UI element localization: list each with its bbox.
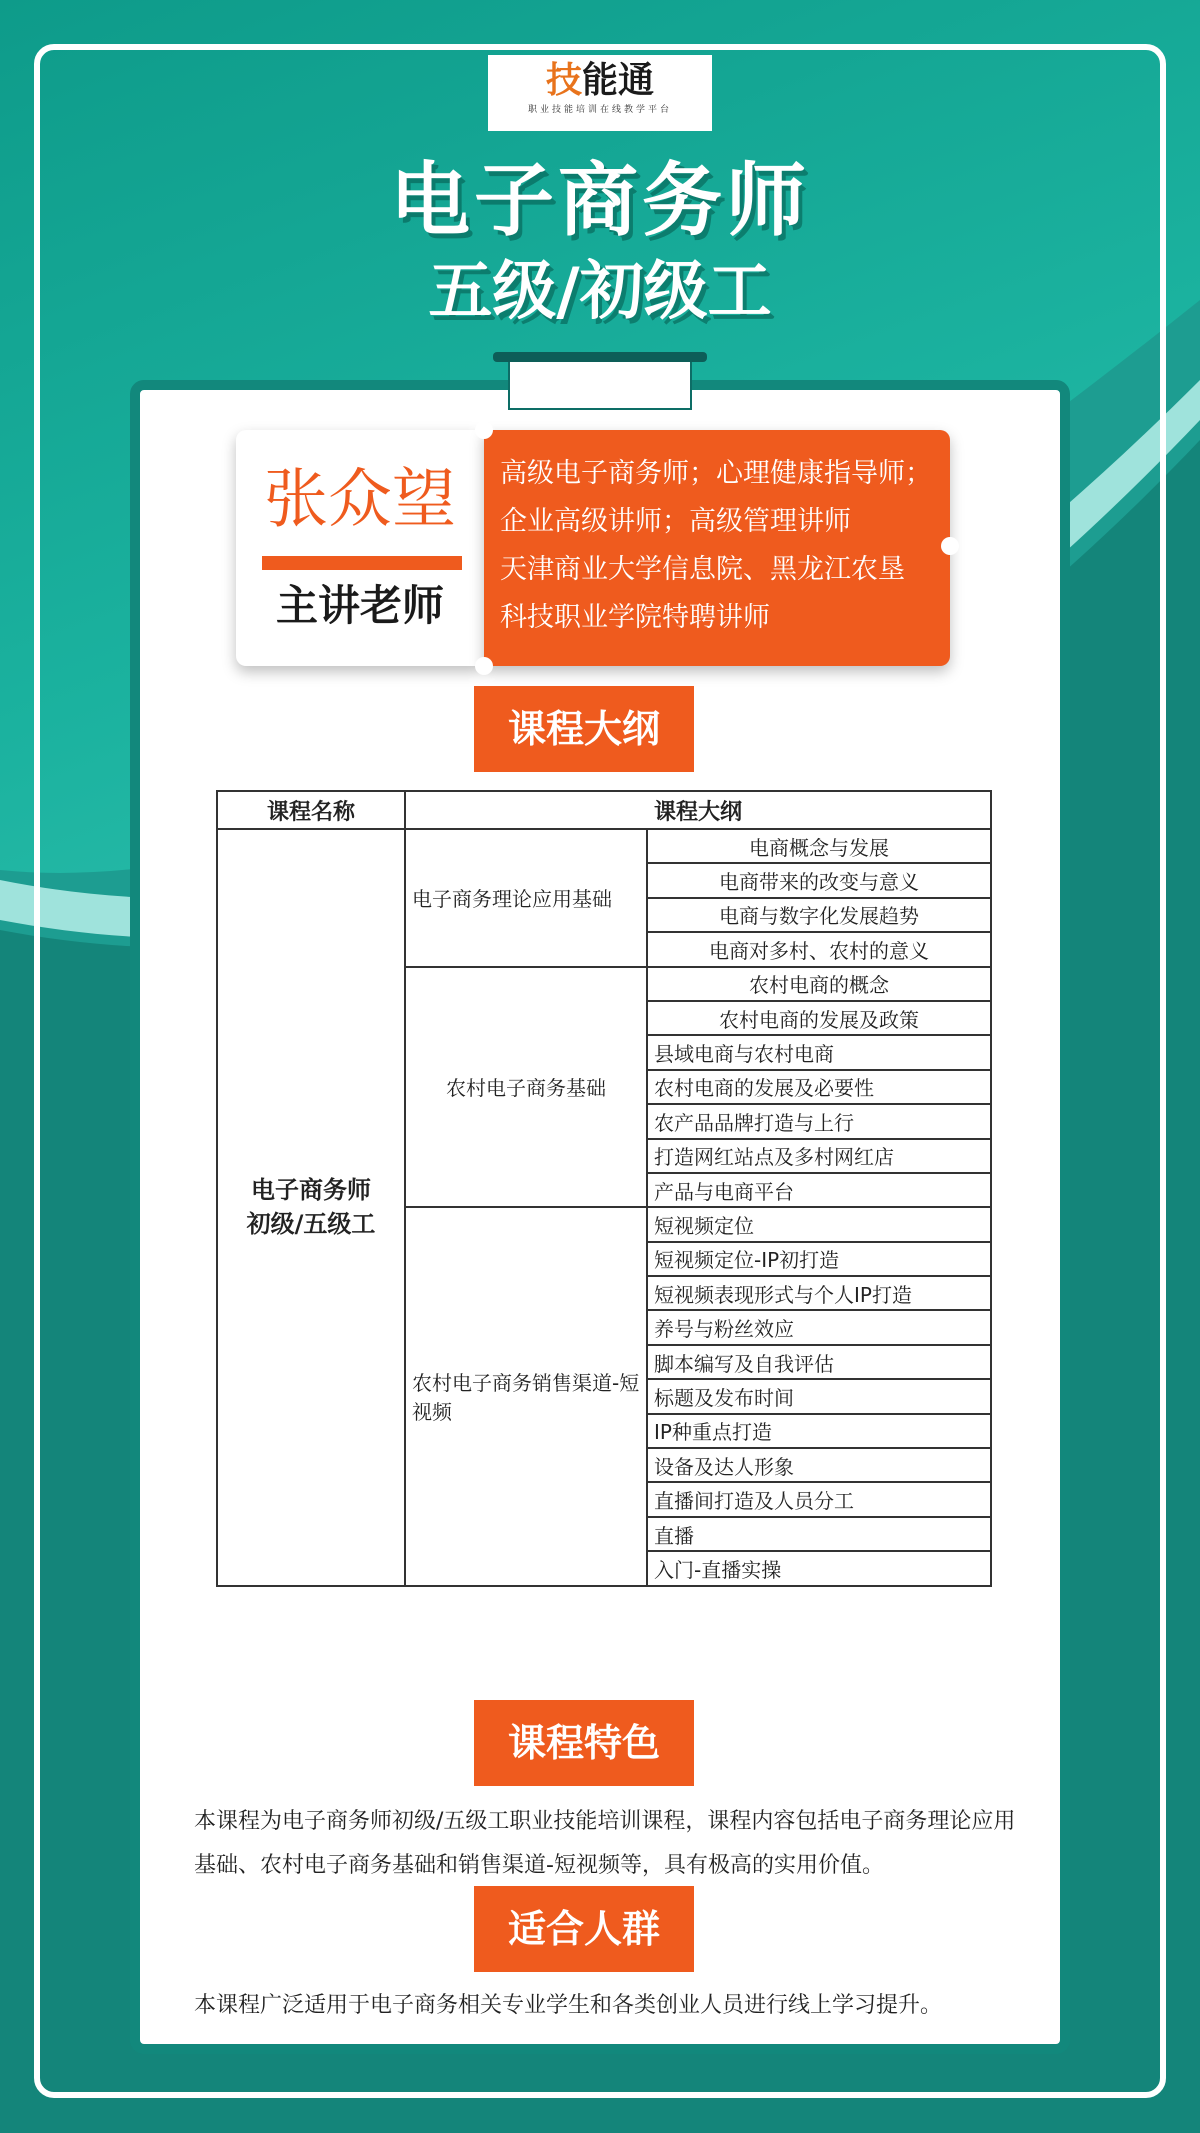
bio-line: 企业高级讲师；高级管理讲师 xyxy=(500,506,851,537)
outline-item: 标题及发布时间 xyxy=(647,1379,991,1413)
outline-item: 县域电商与农村电商 xyxy=(647,1035,991,1069)
teacher-role: 主讲老师 xyxy=(275,581,444,630)
outline-item: 农村电商的发展及必要性 xyxy=(647,1070,991,1104)
audience-description: 本课程广泛适用于电子商务相关专业学生和各类创业人员进行线上学习提升。 xyxy=(194,1993,943,2018)
outline-item: 短视频定位-IP初打造 xyxy=(647,1242,991,1276)
outline-item: IP种重点打造 xyxy=(647,1414,991,1448)
table-row xyxy=(217,829,991,863)
brand-logo[interactable] xyxy=(488,55,712,131)
course-outline-table xyxy=(216,790,992,1587)
module-title: 农村电子商务销售渠道-短视频 xyxy=(405,1207,647,1585)
outline-item: 直播间打造及人员分工 xyxy=(647,1482,991,1516)
course-name-line: 初级/五级工 xyxy=(246,1210,376,1239)
table-header-course-name: 课程名称 xyxy=(217,791,405,829)
outline-item: 农村电商的发展及政策 xyxy=(647,1001,991,1035)
section-features-label: 课程特色 xyxy=(474,1700,694,1786)
teacher-name: 张众望 xyxy=(264,463,456,537)
outline-item: 脚本编写及自我评估 xyxy=(647,1345,991,1379)
ticket-notch-right xyxy=(941,537,959,555)
outline-item: 养号与粉丝效应 xyxy=(647,1310,991,1344)
logo-wordmark: 技能通 xyxy=(545,60,655,101)
outline-item: 直播 xyxy=(647,1517,991,1551)
module-title: 电子商务理论应用基础 xyxy=(405,829,647,967)
outline-item: 电商与数字化发展趋势 xyxy=(647,898,991,932)
course-name-line: 电子商务师 xyxy=(251,1176,371,1205)
section-audience-label: 适合人群 xyxy=(474,1886,694,1972)
bio-line: 天津商业大学信息院、黑龙江农垦 xyxy=(500,554,905,585)
features-description: 本课程为电子商务师初级/五级工职业技能培训课程，课程内容包括电子商务理论应用基础、农村电子商务基础和销售渠道-短视频等，具有极高的实用价值。 xyxy=(194,1809,1016,1878)
bio-line: 科技职业学院特聘讲师 xyxy=(500,602,770,633)
page-title: 电子商务师 xyxy=(390,153,810,247)
section-outline-label: 课程大纲 xyxy=(474,686,694,772)
outline-item: 打造网红站点及多村网红店 xyxy=(647,1139,991,1173)
outline-item: 电商概念与发展 xyxy=(647,829,991,863)
ticket-notch-bottom xyxy=(475,657,493,675)
outline-item: 设备及达人形象 xyxy=(647,1448,991,1482)
page-subtitle: 五级/初级工 xyxy=(428,254,772,329)
logo-tagline: 职业技能培训在线教学平台 xyxy=(527,105,672,115)
outline-item: 短视频定位 xyxy=(647,1207,991,1241)
teacher-bio xyxy=(500,450,940,642)
teacher-divider xyxy=(262,556,462,570)
table-header-row xyxy=(217,791,991,829)
outline-item: 电商对多村、农村的意义 xyxy=(647,932,991,966)
outline-item: 产品与电商平台 xyxy=(647,1173,991,1207)
outline-item: 农产品品牌打造与上行 xyxy=(647,1104,991,1138)
table-header-outline: 课程大纲 xyxy=(405,791,991,829)
module-title: 农村电子商务基础 xyxy=(405,967,647,1208)
outline-item: 农村电商的概念 xyxy=(647,967,991,1001)
outline-item: 电商带来的改变与意义 xyxy=(647,863,991,897)
course-name-cell xyxy=(217,829,405,1586)
outline-item: 入门-直播实操 xyxy=(647,1551,991,1585)
bio-line: 高级电子商务师；心理健康指导师； xyxy=(500,458,932,489)
ticket-notch-top xyxy=(475,421,493,439)
card-tab-bar xyxy=(493,352,707,362)
card-tab xyxy=(508,362,692,410)
outline-item: 短视频表现形式与个人IP打造 xyxy=(647,1276,991,1310)
